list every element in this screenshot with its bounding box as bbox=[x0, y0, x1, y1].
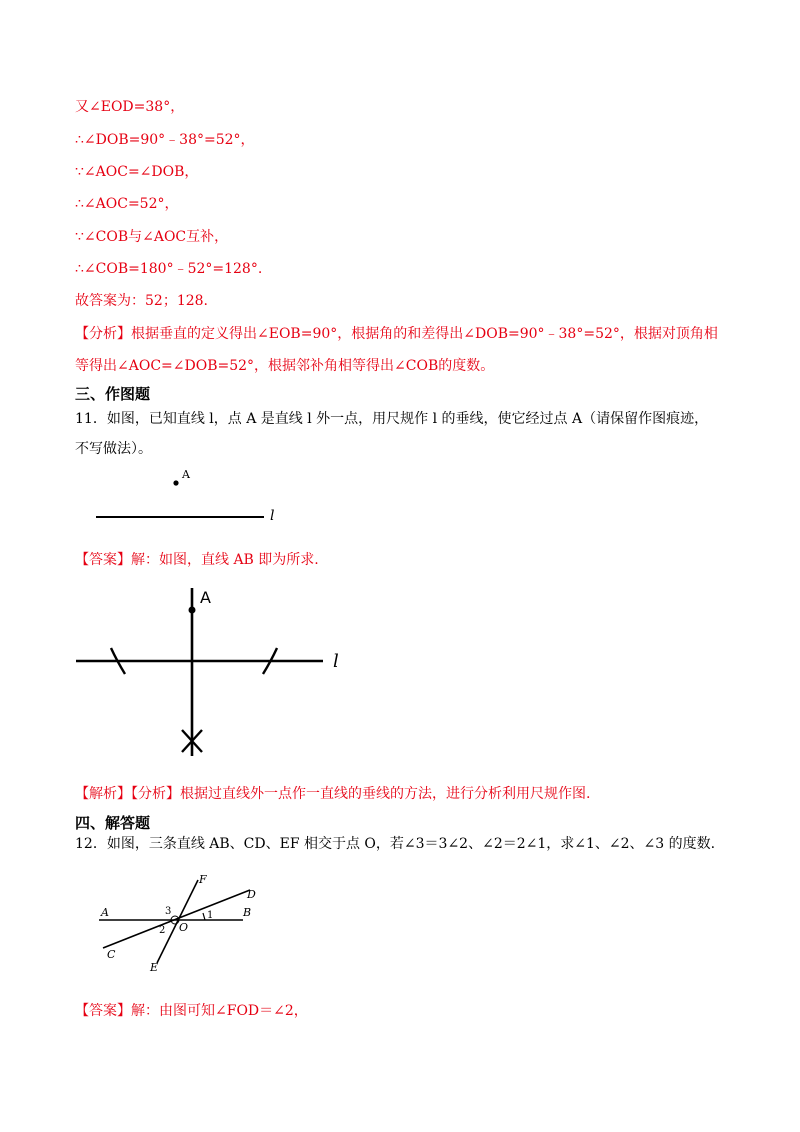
point-a-label: A bbox=[182, 468, 190, 481]
proof-line-3: ∵∠AOC=∠DOB， bbox=[75, 164, 199, 180]
section-heading-3: 三、作图题 bbox=[75, 385, 151, 403]
proof-line-5: ∵∠COB与∠AOC互补， bbox=[75, 229, 229, 245]
answer-tag: 【答案】 bbox=[75, 552, 131, 568]
question-11-line-1: 11．如图，已知直线 l，点 A 是直线 l 外一点，用尺规作 l 的垂线，使它经过点 A（请保留作图痕迹， bbox=[75, 411, 709, 427]
label-d: D bbox=[247, 888, 256, 901]
answer-text: 解：如图，直线 AB 即为所求. bbox=[131, 552, 319, 568]
label-b: B bbox=[243, 906, 252, 919]
answer-text: 解：由图可知∠FOD＝∠2， bbox=[131, 1003, 308, 1019]
question-11-line-2: 不写做法）。 bbox=[75, 441, 152, 457]
analysis-text: 根据垂直的定义得出∠EOB=90°，根据角的和差得出∠DOB=90°﹣38°=52°，根据对顶角相 bbox=[131, 326, 718, 342]
answer-12 bbox=[75, 1002, 308, 1020]
point-a bbox=[173, 480, 178, 485]
proof-line-6: ∴∠COB=180°﹣52°=128°. bbox=[75, 261, 263, 277]
jiexi-tag: 【解析】 bbox=[75, 786, 131, 802]
fenxi-tag: 【分析】 bbox=[131, 786, 180, 802]
point-a bbox=[189, 607, 196, 614]
proof-line-7: 故答案为：52；128. bbox=[75, 293, 208, 309]
answer-11 bbox=[75, 551, 319, 569]
proof-line-4: ∴∠AOC=52°， bbox=[75, 196, 179, 212]
line-cd bbox=[103, 890, 250, 948]
label-angle-2: 2 bbox=[159, 925, 166, 936]
angle-1-arc bbox=[203, 913, 205, 920]
point-a-label: A bbox=[200, 588, 211, 607]
line-l-label: l bbox=[270, 508, 275, 524]
analysis-11 bbox=[75, 785, 590, 803]
analysis-10-line-1 bbox=[75, 325, 718, 343]
label-f: F bbox=[199, 873, 207, 886]
question-12: 12．如图，三条直线 AB、CD、EF 相交于点 O，若∠3＝3∠2、∠2＝2∠1，求∠1、∠2、∠3 的度数. bbox=[75, 836, 716, 852]
answer-tag: 【答案】 bbox=[75, 1003, 131, 1019]
label-e: E bbox=[150, 961, 159, 974]
label-angle-1: 1 bbox=[207, 910, 214, 921]
line-ef bbox=[157, 880, 198, 963]
label-angle-3: 3 bbox=[165, 906, 172, 917]
proof-line-1: 又∠EOD=38°， bbox=[75, 99, 185, 115]
figure-12 bbox=[95, 868, 275, 978]
figure-11-answer bbox=[75, 580, 355, 765]
label-o: O bbox=[179, 921, 189, 934]
analysis-tag: 【分析】 bbox=[75, 326, 131, 342]
label-c: C bbox=[107, 948, 116, 961]
proof-line-2: ∴∠DOB=90°﹣38°=52°， bbox=[75, 132, 255, 148]
label-a: A bbox=[101, 906, 109, 919]
analysis-text: 根据过直线外一点作一直线的垂线的方法，进行分析利用尺规作图. bbox=[180, 786, 591, 802]
section-heading-4: 四、解答题 bbox=[75, 814, 151, 832]
line-l-label: l bbox=[333, 651, 339, 672]
figure-11-question bbox=[90, 462, 290, 532]
analysis-10-line-2: 等得出∠AOC=∠DOB=52°，根据邻补角相等得出∠COB的度数。 bbox=[75, 358, 495, 374]
